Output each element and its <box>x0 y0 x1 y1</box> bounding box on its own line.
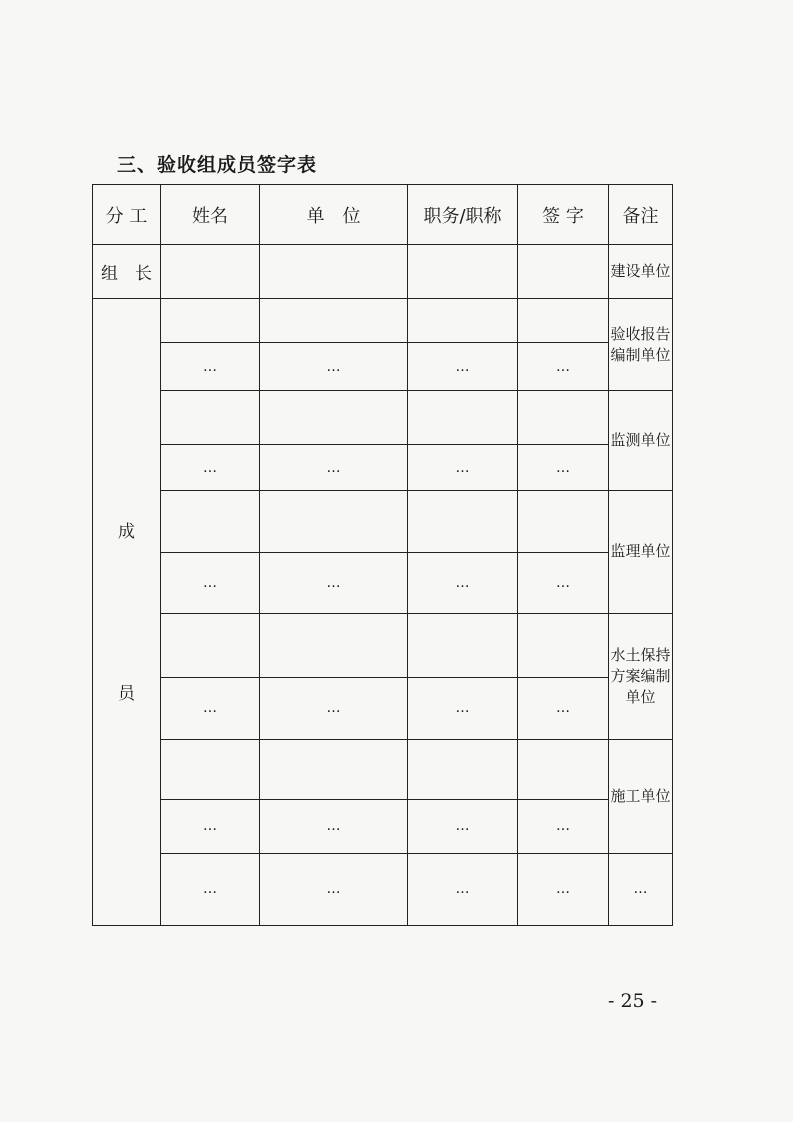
table-row <box>93 553 673 613</box>
remark-supervision-unit: 监理单位 <box>609 491 673 613</box>
header-position: 职务/职称 <box>408 185 518 245</box>
leader-signature-cell[interactable] <box>518 245 609 299</box>
signature-ellipsis[interactable]: … <box>518 553 609 613</box>
header-remarks: 备注 <box>609 185 673 245</box>
name-cell[interactable] <box>161 613 260 677</box>
unit-ellipsis[interactable]: … <box>260 799 408 853</box>
signature-ellipsis[interactable]: … <box>518 445 609 491</box>
table-row <box>93 853 673 925</box>
signature-cell[interactable] <box>518 613 609 677</box>
remark-report-unit: 验收报告编制单位 <box>609 299 673 391</box>
signature-cell[interactable] <box>518 299 609 343</box>
unit-cell[interactable] <box>260 739 408 799</box>
leader-name-cell[interactable] <box>161 245 260 299</box>
unit-cell[interactable] <box>260 299 408 343</box>
unit-ellipsis[interactable]: … <box>260 553 408 613</box>
signature-ellipsis[interactable]: … <box>518 799 609 853</box>
signature-ellipsis[interactable]: … <box>518 677 609 739</box>
remark-construction-unit: 施工单位 <box>609 739 673 853</box>
name-cell[interactable] <box>161 391 260 445</box>
table-row <box>93 491 673 553</box>
position-ellipsis[interactable]: … <box>408 553 518 613</box>
name-ellipsis[interactable]: … <box>161 677 260 739</box>
members-role-cell <box>93 299 161 926</box>
unit-ellipsis[interactable]: … <box>260 343 408 391</box>
members-role-top: 成 <box>118 522 135 543</box>
name-ellipsis[interactable]: … <box>161 553 260 613</box>
table-row <box>93 799 673 853</box>
name-ellipsis[interactable]: … <box>161 343 260 391</box>
name-ellipsis[interactable]: … <box>161 445 260 491</box>
name-ellipsis[interactable]: … <box>161 799 260 853</box>
position-ellipsis[interactable]: … <box>408 677 518 739</box>
position-cell[interactable] <box>408 299 518 343</box>
position-cell[interactable] <box>408 391 518 445</box>
unit-cell[interactable] <box>260 491 408 553</box>
position-ellipsis[interactable]: … <box>408 343 518 391</box>
position-cell[interactable] <box>408 491 518 553</box>
name-cell[interactable] <box>161 491 260 553</box>
leader-unit-cell[interactable] <box>260 245 408 299</box>
name-cell[interactable] <box>161 299 260 343</box>
signature-ellipsis[interactable]: … <box>518 343 609 391</box>
remark-monitoring-unit: 监测单位 <box>609 391 673 491</box>
signature-cell[interactable] <box>518 739 609 799</box>
table-row <box>93 445 673 491</box>
unit-ellipsis[interactable]: … <box>260 853 408 925</box>
unit-ellipsis[interactable]: … <box>260 677 408 739</box>
remark-ellipsis: … <box>609 853 673 925</box>
position-ellipsis[interactable]: … <box>408 853 518 925</box>
section-title: 三、验收组成员签字表 <box>117 154 318 176</box>
signature-cell[interactable] <box>518 491 609 553</box>
table-row <box>93 391 673 445</box>
table-row <box>93 343 673 391</box>
table-header-row <box>93 185 673 245</box>
acceptance-team-signature-table <box>92 184 673 926</box>
leader-role: 组 长 <box>93 245 161 299</box>
table-row <box>93 299 673 343</box>
unit-cell[interactable] <box>260 391 408 445</box>
remark-soil-conservation-plan-unit: 水土保持方案编制单位 <box>609 613 673 739</box>
name-ellipsis[interactable]: … <box>161 853 260 925</box>
header-name: 姓名 <box>161 185 260 245</box>
table-row <box>93 613 673 677</box>
leader-position-cell[interactable] <box>408 245 518 299</box>
header-role: 分 工 <box>93 185 161 245</box>
unit-cell[interactable] <box>260 613 408 677</box>
position-ellipsis[interactable]: … <box>408 445 518 491</box>
table-row <box>93 677 673 739</box>
leader-remark: 建设单位 <box>609 245 673 299</box>
leader-row <box>93 245 673 299</box>
members-role-bottom: 员 <box>118 684 135 705</box>
signature-ellipsis[interactable]: … <box>518 853 609 925</box>
signature-cell[interactable] <box>518 391 609 445</box>
position-cell[interactable] <box>408 613 518 677</box>
unit-ellipsis[interactable]: … <box>260 445 408 491</box>
header-unit: 单 位 <box>260 185 408 245</box>
name-cell[interactable] <box>161 739 260 799</box>
table-row <box>93 739 673 799</box>
position-cell[interactable] <box>408 739 518 799</box>
header-signature: 签 字 <box>518 185 609 245</box>
position-ellipsis[interactable]: … <box>408 799 518 853</box>
page-number: - 25 - <box>608 990 658 1012</box>
